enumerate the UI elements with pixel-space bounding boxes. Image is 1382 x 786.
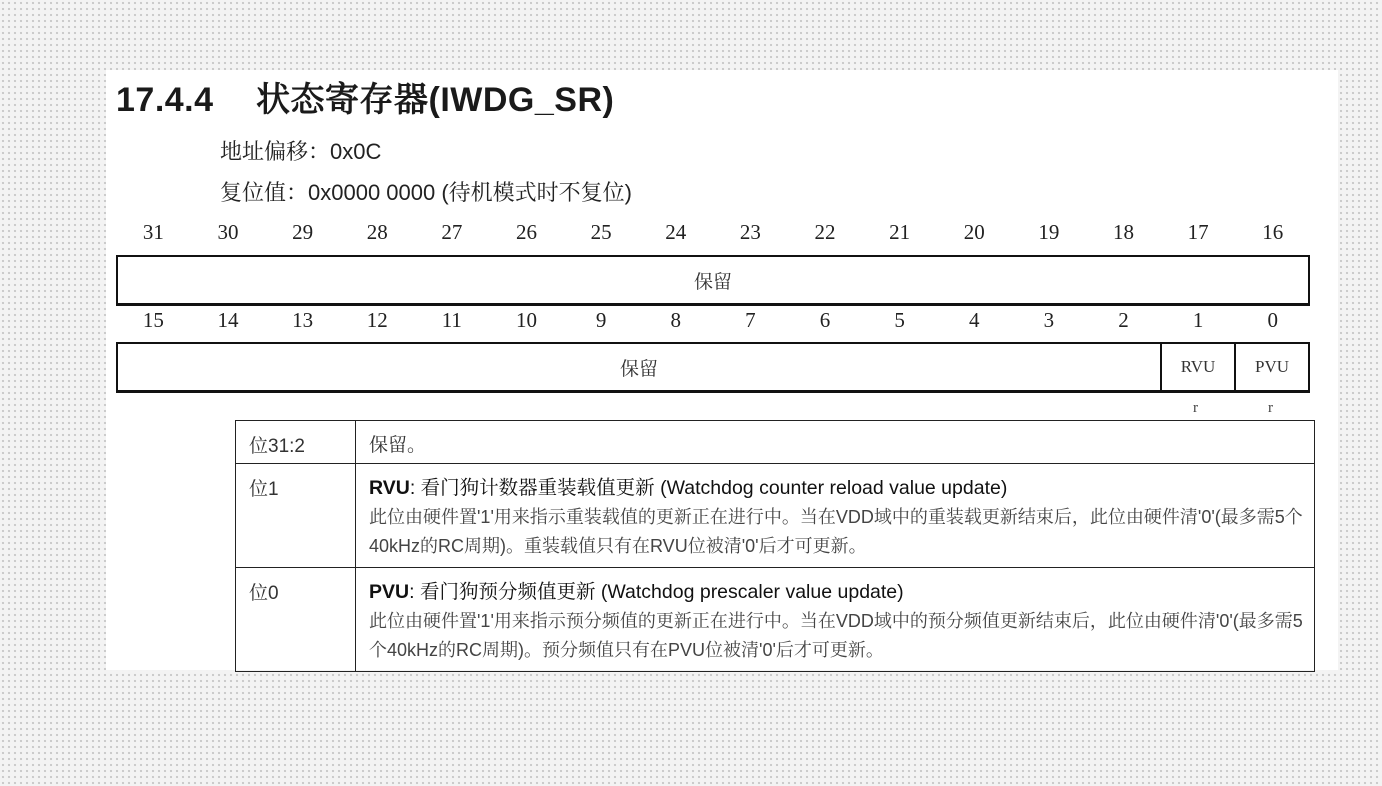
bit-number: 4: [968, 308, 980, 332]
section-number: 17.4.4: [116, 81, 214, 119]
reset-value: 复位值：0x0000 0000 (待机模式时不复位): [220, 180, 632, 205]
table-row: [236, 421, 1315, 464]
bit-number: 0: [1267, 308, 1278, 332]
bit-number: 9: [595, 308, 607, 332]
bit-number: 15: [142, 308, 164, 332]
bit-position-cell: 位31:2: [236, 421, 356, 464]
bit-number: 8: [670, 308, 681, 332]
bit-number: 14: [217, 308, 239, 332]
rvu-field-heading: : 看门狗计数器重装载值更新 (Watchdog counter reload value update): [409, 477, 1008, 499]
rvu-field-title: [369, 472, 1304, 500]
pvu-bit-field: PVU: [1234, 344, 1308, 390]
register-row-high: [116, 255, 1310, 306]
rvu-field-description: 此位由硬件置'1'用来指示重装载值的更新正在进行中。当在VDD域中的重装载更新结束后，此位由硬件清'0'(最多需5个40kHz的RC周期)。重装载值只有在RVU位被清'0'后才可更新。: [369, 507, 1303, 556]
register-row-low: [116, 342, 1310, 393]
bit-number: 11: [441, 308, 462, 332]
bit-number: 2: [1118, 308, 1129, 332]
bit-number: 30: [217, 220, 239, 244]
bit-numbers-high: [116, 220, 1310, 246]
bit-number: 25: [590, 220, 612, 244]
bit-number: 3: [1043, 308, 1055, 332]
bit-position-cell: 位0: [236, 568, 356, 672]
pvu-access-type: r: [1268, 400, 1273, 416]
bit-number: 31: [142, 220, 164, 244]
rvu-bit-field: RVU: [1160, 344, 1234, 390]
bit-number: 19: [1038, 220, 1060, 244]
bit-number: 7: [745, 308, 756, 332]
bit-number: 1: [1192, 308, 1204, 332]
bit-number: 23: [739, 220, 761, 244]
bit-number: 24: [665, 220, 687, 244]
reserved-field-high: 保留: [693, 271, 732, 293]
bit-number: 17: [1187, 220, 1209, 244]
bit-number: 21: [889, 220, 911, 244]
bit-description-table: [235, 420, 1315, 672]
bit-number: 26: [515, 220, 537, 244]
bit-number: 22: [814, 220, 836, 244]
bit-number: 10: [515, 308, 537, 332]
reserved-description: 保留。: [356, 421, 1315, 464]
pvu-field-heading: : 看门狗预分频值更新 (Watchdog prescaler value update): [409, 581, 904, 603]
rvu-field-name: RVU: [369, 477, 410, 499]
pvu-field-title: [369, 576, 1304, 604]
bit-number: 13: [292, 308, 314, 332]
bit-number: 6: [819, 308, 831, 332]
rvu-description-cell: [356, 464, 1315, 568]
reserved-field-low: 保留: [619, 358, 658, 380]
pvu-field-description: 此位由硬件置'1'用来指示预分频值的更新正在进行中。当在VDD域中的预分频值更新结束后，此位由硬件清'0'(最多需5个40kHz的RC周期)。预分频值只有在PVU位被清'0'后才可更新。: [369, 611, 1303, 660]
pvu-field-name: PVU: [369, 581, 410, 603]
section-title: 状态寄存器(IWDG_SR): [256, 81, 615, 119]
bit-number: 27: [441, 220, 463, 244]
bit-number: 5: [894, 308, 905, 332]
bit-number: 28: [366, 220, 388, 244]
bit-number: 29: [292, 220, 314, 244]
bit-number: 18: [1112, 220, 1134, 244]
bit-number: 16: [1262, 220, 1284, 244]
bit-numbers-low: [116, 308, 1310, 334]
bit-number: 12: [366, 308, 388, 332]
table-row: [236, 568, 1315, 672]
table-row: [236, 464, 1315, 568]
bit-number: 20: [963, 220, 985, 244]
address-offset: 地址偏移：0x0C: [220, 139, 382, 164]
bit-position-cell: 位1: [236, 464, 356, 568]
section-heading: [116, 72, 614, 121]
rvu-access-type: r: [1193, 400, 1198, 416]
pvu-description-cell: [356, 568, 1315, 672]
